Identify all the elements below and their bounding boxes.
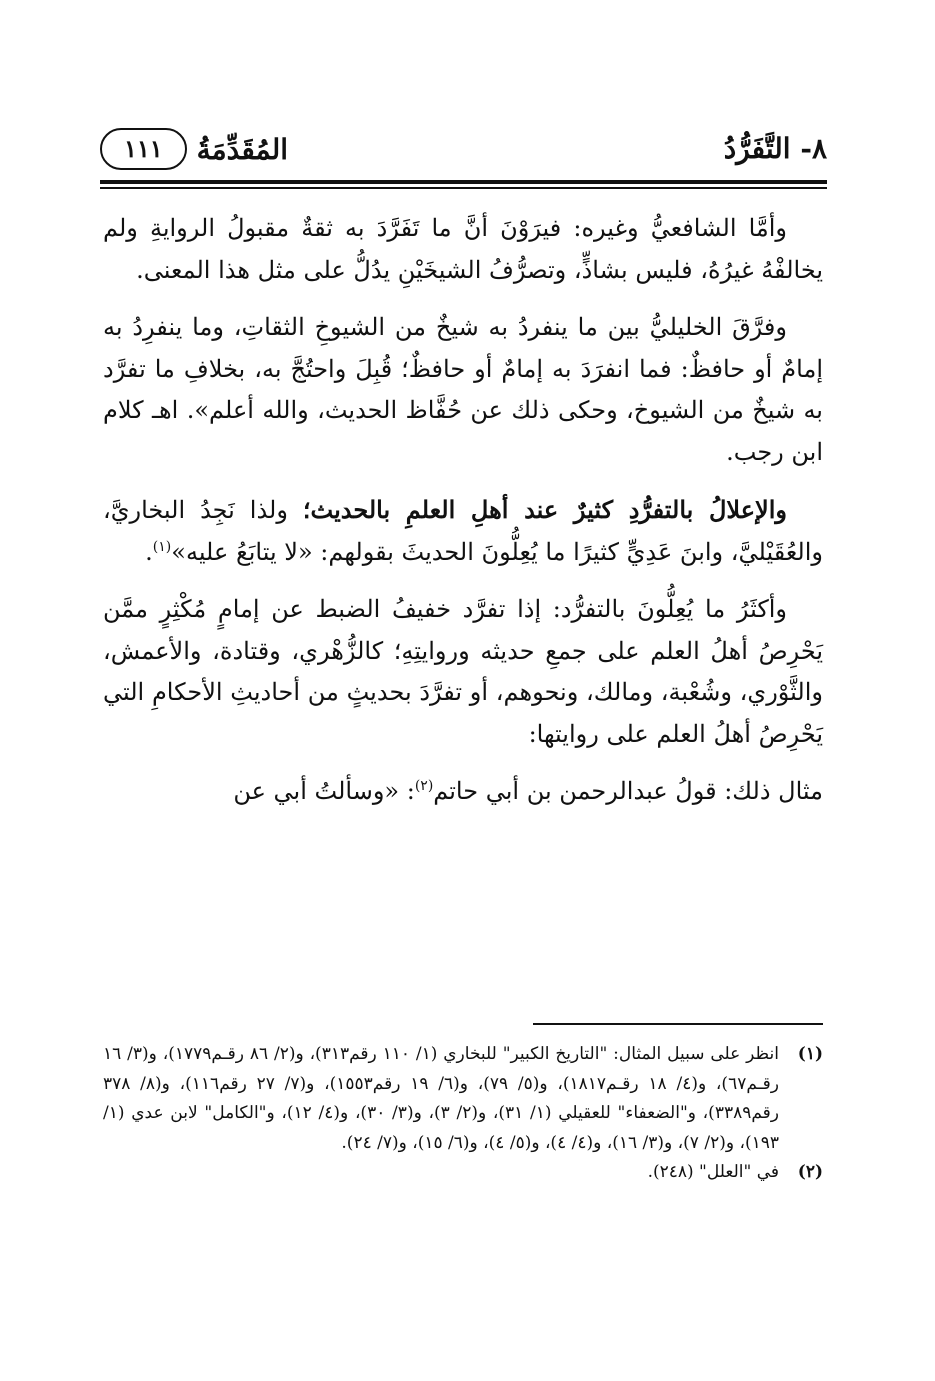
footnote-2 [103, 1158, 823, 1188]
header-section-group [100, 128, 288, 170]
header-rule-thin [100, 187, 827, 189]
main-text [103, 208, 823, 829]
paragraph-5 [103, 771, 823, 813]
footnote-divider [533, 1023, 823, 1025]
chapter-title: ٨- التَّفَرُّدُ [723, 132, 827, 165]
running-header [100, 128, 827, 178]
footnote-1 [103, 1040, 823, 1158]
paragraph-1: وأمَّا الشافعيُّ وغيره: فيرَوْنَ أنَّ ما تَفَرَّدَ به ثقةٌ مقبولُ الروايةِ ولم يخالفْهُ غيرُهُ، فليس بشاذٍّ، وتصرُّفُ الشيخَيْنِ يدُلُّ على مثل هذا المعنى. [103, 214, 823, 284]
footnote-text: في "العلل" (٢٤٨). [647, 1162, 779, 1182]
footnote-number: (١) [797, 1044, 823, 1064]
header-rule [100, 180, 827, 184]
paragraph-3-bold: والإعلالُ بالتفرُّدِ كثيرٌ عند أهلِ العلمِ بالحديث؛ [302, 495, 787, 524]
page-number: ١١١ [100, 128, 187, 170]
paragraph-3-rest: ولذا نَجِدُ البخاريَّ، والعُقَيْليَّ، وابنَ عَدِيٍّ كثيرًا ما يُعِلُّونَ الحديثَ بقولهم: «لا يتابَعُ عليه» [103, 496, 823, 566]
paragraph-5-start: مثال ذلك: قولُ عبدالرحمن بن أبي حاتم [433, 777, 823, 805]
paragraph-4: وأكثَرُ ما يُعِلُّونَ بالتفرُّد: إذا تفرَّد خفيفُ الضبط عن إمامٍ مُكْثِرٍ ممَّن يَحْرِصُ أهلُ العلم على جمعِ حديثه وروايتِهِ؛ كالزُّهْري، وقتادة، والأعمش، والثَّوْري، وشُعْبة، ومالك، ونحوهم، أو تفرَّدَ بحديثٍ من أحاديثِ الأحكامِ التي يَحْرِصُ أهلُ العلم على روايتها: [103, 595, 823, 748]
paragraph-5-end: : «وسألتُ أبي عن [233, 777, 415, 805]
footnote-text: انظر على سبيل المثال: "التاريخ الكبير" للبخاري (١/ ١١٠ رقم٣١٣)، و(٢/ ٨٦ رقـم١٧٧٩)، و(٣/ ١٦ رقـم٦٧)، و(٤/ ١٨ رقـم١٨١٧)، و(٥/ ٧٩)، و(٦/ ١٩ رقم١٥٥٣)، و(٧/ ٢٧ رقم١١٦)، و(٨/ ٣٧٨ رقم٣٣٨٩)، و"الضعفاء" للعقيلي (١/ ٣١)، و(٢/ ٣)، و(٣/ ٣٠)، و(٤/ ١٢)، و"الكامل" لابن عدي (١/ ١٩٣)، و(٢/ ٧)، و(٣/ ١٦)، و(٤/ ٤)، و(٥/ ٤)، و(٦/ ١٥)، و(٧/ ٢٤). [103, 1044, 779, 1153]
paragraph-2: وفرَّقَ الخليليُّ بين ما ينفردُ به شيخٌ من الشيوخِ الثقاتِ، وما ينفرِدُ به إمامٌ أو حافظٌ: فما انفرَدَ به إمامٌ أو حافظٌ؛ قُبِلَ واحتُجَّ به، بخلافِ ما تفرَّد به شيخٌ من الشيوخ، وحكى ذلك عن حُفَّاظ الحديث، والله أعلم». اهـ كلام ابن رجب. [103, 313, 823, 466]
footnotes [103, 1040, 823, 1188]
paragraph-3 [103, 489, 823, 573]
footnote-ref-1[interactable]: (١) [152, 538, 172, 555]
paragraph-3-end: . [145, 537, 153, 566]
footnote-number: (٢) [797, 1162, 823, 1182]
section-title: المُقَدِّمَةُ [196, 132, 289, 166]
footnote-ref-2[interactable]: (٢) [414, 778, 434, 794]
